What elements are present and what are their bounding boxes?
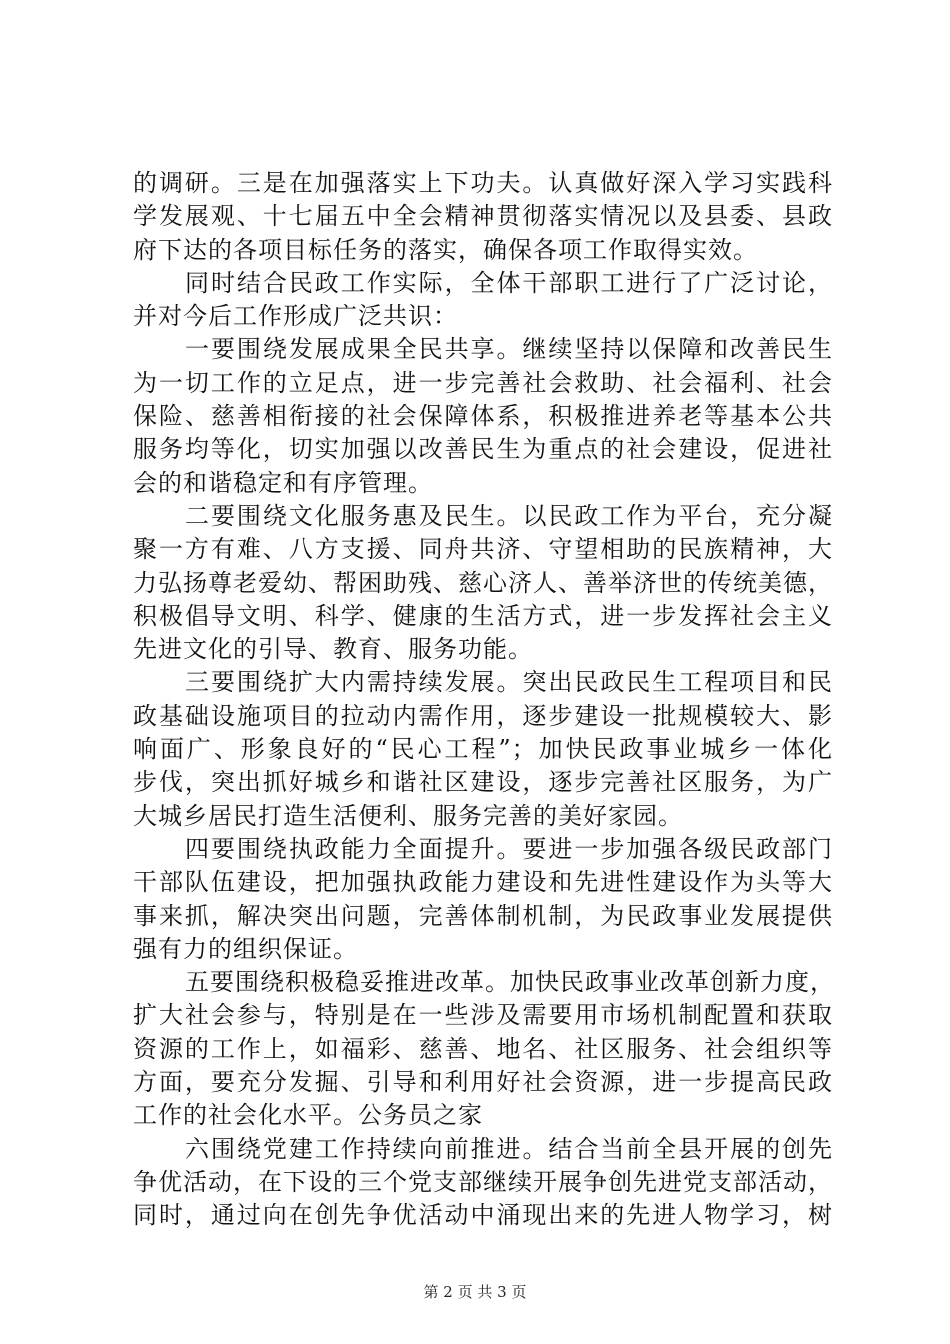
text-line: 一要围绕发展成果全民共享。继续坚持以保障和改善民生	[185, 335, 833, 364]
text-line: 工作的社会化水平。公务员之家	[133, 1101, 483, 1130]
text-line: 力弘扬尊老爱幼、帮困助残、慈心济人、善举济世的传统美德，	[133, 568, 833, 597]
text-line: 府下达的各项目标任务的落实，确保各项工作取得实效。	[133, 235, 758, 264]
text-line: 三要围绕扩大内需持续发展。突出民政民生工程项目和民	[185, 668, 833, 697]
text-line: 步伐，突出抓好城乡和谐社区建设，逐步完善社区服务，为广	[133, 768, 833, 797]
text-line: 争优活动，在下设的三个党支部继续开展争创先进党支部活动，	[133, 1167, 833, 1196]
body-text	[133, 167, 833, 1233]
text-line: 五要围绕积极稳妥推进改革。加快民政事业改革创新力度，	[185, 968, 835, 997]
text-line: 同时结合民政工作实际，全体干部职工进行了广泛讨论，	[185, 268, 833, 297]
text-line: 干部队伍建设，把加强执政能力建设和先进性建设作为头等大	[133, 868, 833, 897]
text-line: 为一切工作的立足点，进一步完善社会救助、社会福利、社会	[133, 368, 833, 397]
text-line: 服务均等化，切实加强以改善民生为重点的社会建设，促进社	[133, 435, 833, 464]
text-line: 方面，要充分发掘、引导和利用好社会资源，进一步提高民政	[133, 1068, 833, 1097]
text-line: 的调研。三是在加强落实上下功夫。认真做好深入学习实践科	[133, 169, 833, 197]
text-line: 学发展观、十七届五中全会精神贯彻落实情况以及县委、县政	[133, 202, 833, 231]
text-line: 并对今后工作形成广泛共识：	[133, 302, 458, 331]
text-line: 资源的工作上，如福彩、慈善、地名、社区服务、社会组织等	[133, 1034, 833, 1063]
text-line: 积极倡导文明、科学、健康的生活方式，进一步发挥社会主义	[133, 601, 833, 630]
text-line: 响面广、形象良好的“民心工程”；加快民政事业城乡一体化	[133, 735, 833, 764]
text-line: 先进文化的引导、教育、服务功能。	[133, 635, 533, 664]
text-line: 政基础设施项目的拉动内需作用，逐步建设一批规模较大、影	[133, 701, 833, 730]
text-line: 扩大社会参与，特别是在一些涉及需要用市场机制配置和获取	[133, 1001, 833, 1030]
text-line: 事来抓，解决突出问题，完善体制机制，为民政事业发展提供	[133, 901, 833, 930]
page-footer: 第 2 页 共 3 页	[423, 1283, 527, 1301]
text-line: 大城乡居民打造生活便利、服务完善的美好家园。	[133, 801, 683, 830]
text-line: 强有力的组织保证。	[133, 934, 358, 963]
text-line: 四要围绕执政能力全面提升。要进一步加强各级民政部门	[185, 834, 833, 863]
text-line: 六围绕党建工作持续向前推进。结合当前全县开展的创先	[185, 1134, 833, 1163]
text-line: 同时，通过向在创先争优活动中涌现出来的先进人物学习，树	[133, 1201, 833, 1230]
text-line: 会的和谐稳定和有序管理。	[133, 468, 433, 497]
text-line: 保险、慈善相衔接的社会保障体系，积极推进养老等基本公共	[133, 402, 833, 431]
text-line: 聚一方有难、八方支援、同舟共济、守望相助的民族精神，大	[133, 535, 833, 564]
text-line: 二要围绕文化服务惠及民生。以民政工作为平台，充分凝	[185, 501, 833, 530]
